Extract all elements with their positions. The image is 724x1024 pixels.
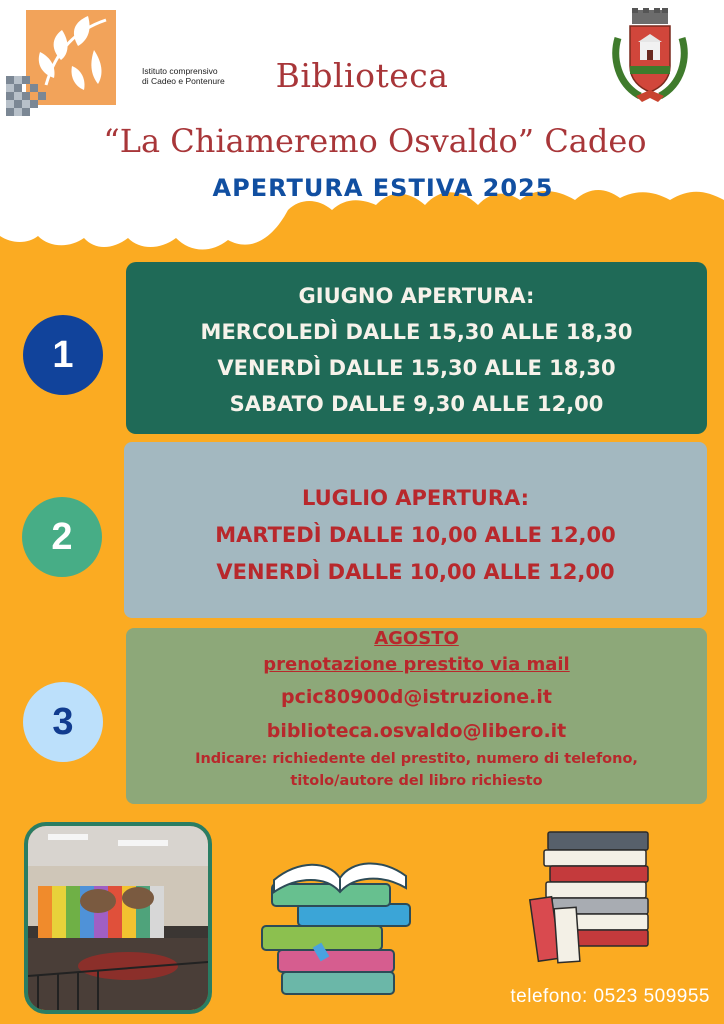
august-subheading: prenotazione prestito via mail	[263, 654, 570, 675]
july-hours-panel	[124, 442, 707, 618]
step-number-3: 3	[23, 682, 103, 762]
page-subtitle: APERTURA ESTIVA 2025	[212, 174, 554, 202]
june-hours-panel	[126, 262, 707, 434]
july-heading: LUGLIO APERTURA:	[301, 486, 530, 510]
june-hours-line: MERCOLEDÌ DALLE 15,30 ALLE 18,30	[200, 320, 633, 344]
june-hours-line: SABATO DALLE 9,30 ALLE 12,00	[229, 392, 604, 416]
school-name-line2: di Cadeo e Pontenure	[142, 76, 225, 86]
july-hours-line: MARTEDÌ DALLE 10,00 ALLE 12,00	[215, 523, 616, 547]
august-note-line2: titolo/autore del libro richiesto	[290, 773, 543, 789]
august-note-line1: Indicare: richiedente del prestito, numero di telefono,	[195, 751, 638, 767]
july-hours-line: VENERDÌ DALLE 10,00 ALLE 12,00	[216, 560, 615, 584]
june-hours-line: VENERDÌ DALLE 15,30 ALLE 18,30	[217, 356, 616, 380]
library-photo	[24, 822, 212, 1014]
email-school[interactable]: pcic80900d@istruzione.it	[281, 686, 552, 708]
library-name: “La Chiameremo Osvaldo” Cadeo	[103, 122, 647, 160]
june-heading: GIUGNO APERTURA:	[298, 284, 535, 308]
page-title: Biblioteca	[275, 56, 449, 95]
open-books-illustration	[258, 840, 418, 1010]
step-number-2: 2	[22, 497, 102, 577]
school-name-line1: Istituto comprensivo	[142, 66, 218, 76]
phone-number[interactable]: telefono: 0523 509955	[510, 986, 710, 1007]
step-number-1: 1	[23, 315, 103, 395]
email-library[interactable]: biblioteca.osvaldo@libero.it	[266, 720, 567, 742]
book-stack-illustration	[526, 826, 656, 966]
august-heading: AGOSTO	[374, 628, 459, 649]
august-panel	[126, 628, 707, 804]
